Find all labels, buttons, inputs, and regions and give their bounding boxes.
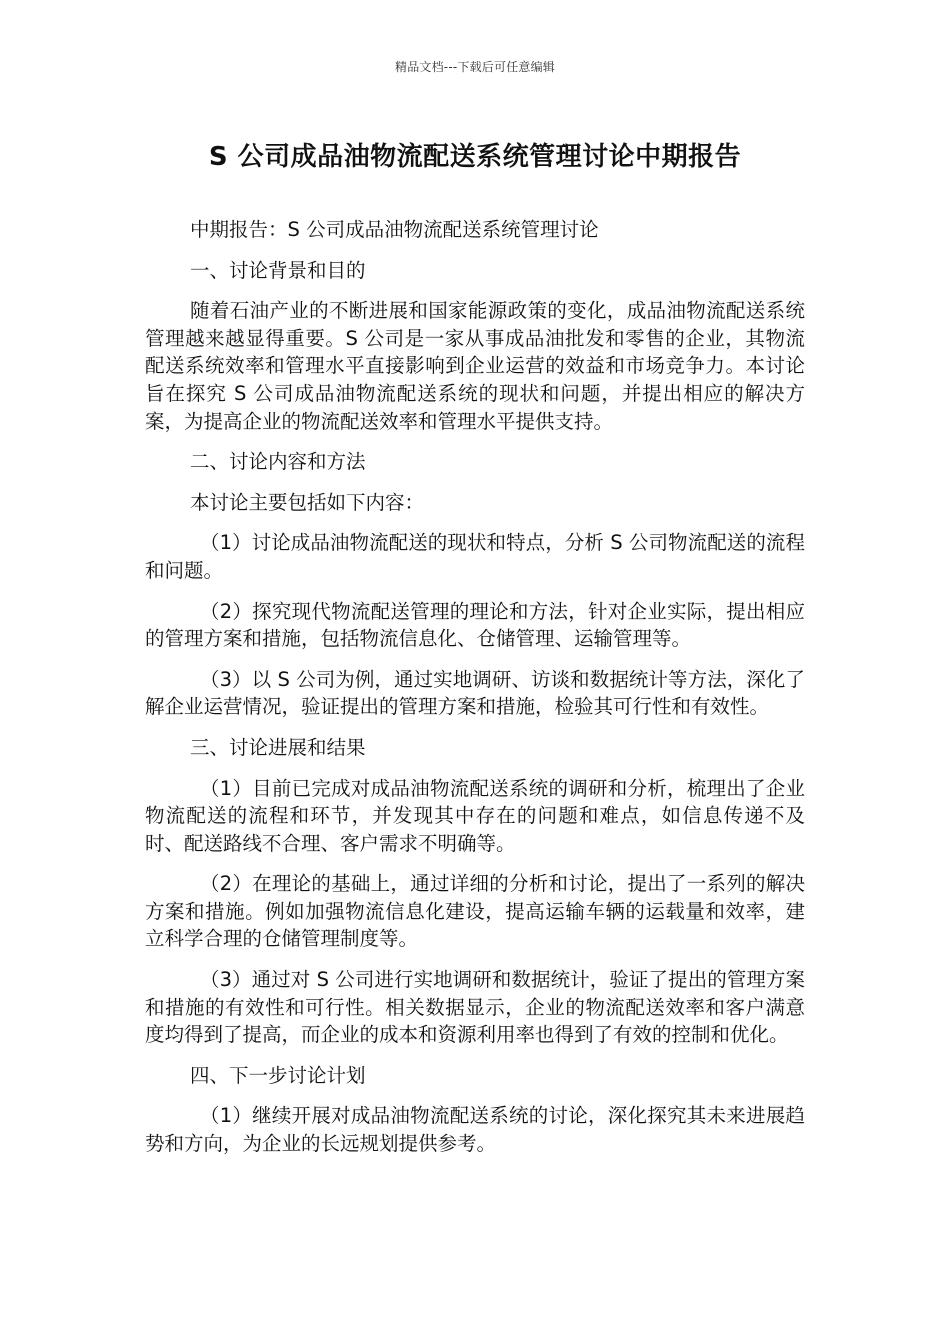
list-item-content-2: （2）探究现代物流配送管理的理论和方法，针对企业实际，提出相应的管理方案和措施，包括物流信息化、仓储管理、运输管理等。	[145, 599, 805, 651]
section-heading-progress: 三、讨论进展和结果	[190, 735, 366, 759]
document-body	[145, 216, 805, 1171]
list-item-content-3: （3）以 S 公司为例，通过实地调研、访谈和数据统计等方法，深化了解企业运营情况，验证提出的管理方案和措施，检验其可行性和有效性。	[145, 667, 805, 719]
list-item-progress-2: （2）在理论的基础上，通过详细的分析和讨论，提出了一系列的解决方案和措施。例如加强物流信息化建设，提高运输车辆的运载量和效率，建立科学合理的仓储管理制度等。	[145, 872, 805, 951]
section-heading-next-plan: 四、下一步讨论计划	[190, 1063, 366, 1087]
list-item-content-1: （1）讨论成品油物流配送的现状和特点，分析 S 公司物流配送的流程和问题。	[145, 531, 805, 582]
paragraph-background: 随着石油产业的不断进展和国家能源政策的变化，成品油物流配送系统管理越来越显得重要。S 公司是一家从事成品油批发和零售的企业，其物流配送系统效率和管理水平直接影响到企业运营的效益和市场竞争力。本讨论旨在探究 S 公司成品油物流配送系统的现状和问题，并提出相应的解决方案，为提高企业的物流配送效率和管理水平提供支持。	[145, 299, 805, 433]
section-heading-content-method: 二、讨论内容和方法	[190, 450, 366, 474]
report-subtitle: 中期报告：S 公司成品油物流配送系统管理讨论	[190, 218, 599, 241]
list-item-progress-3: （3）通过对 S 公司进行实地调研和数据统计，验证了提出的管理方案和措施的有效性和可行性。相关数据显示，企业的物流配送效率和客户满意度均得到了提高，而企业的成本和资源利用率也得到了有效的控制和优化。	[145, 968, 805, 1047]
header-note: 精品文档---下载后可任意编辑	[395, 60, 555, 74]
list-item-next-plan-1: （1）继续开展对成品油物流配送系统的讨论，深化探究其未来进展趋势和方向，为企业的长远规划提供参考。	[145, 1104, 805, 1156]
section-heading-background: 一、讨论背景和目的	[190, 258, 366, 282]
paragraph-content-intro: 本讨论主要包括如下内容：	[190, 490, 425, 514]
list-item-progress-1: （1）目前已完成对成品油物流配送系统的调研和分析，梳理出了企业物流配送的流程和环节，并发现其中存在的问题和难点，如信息传递不及时、配送路线不合理、客户需求不明确等。	[145, 776, 805, 855]
document-title: S 公司成品油物流配送系统管理讨论中期报告	[208, 142, 742, 172]
